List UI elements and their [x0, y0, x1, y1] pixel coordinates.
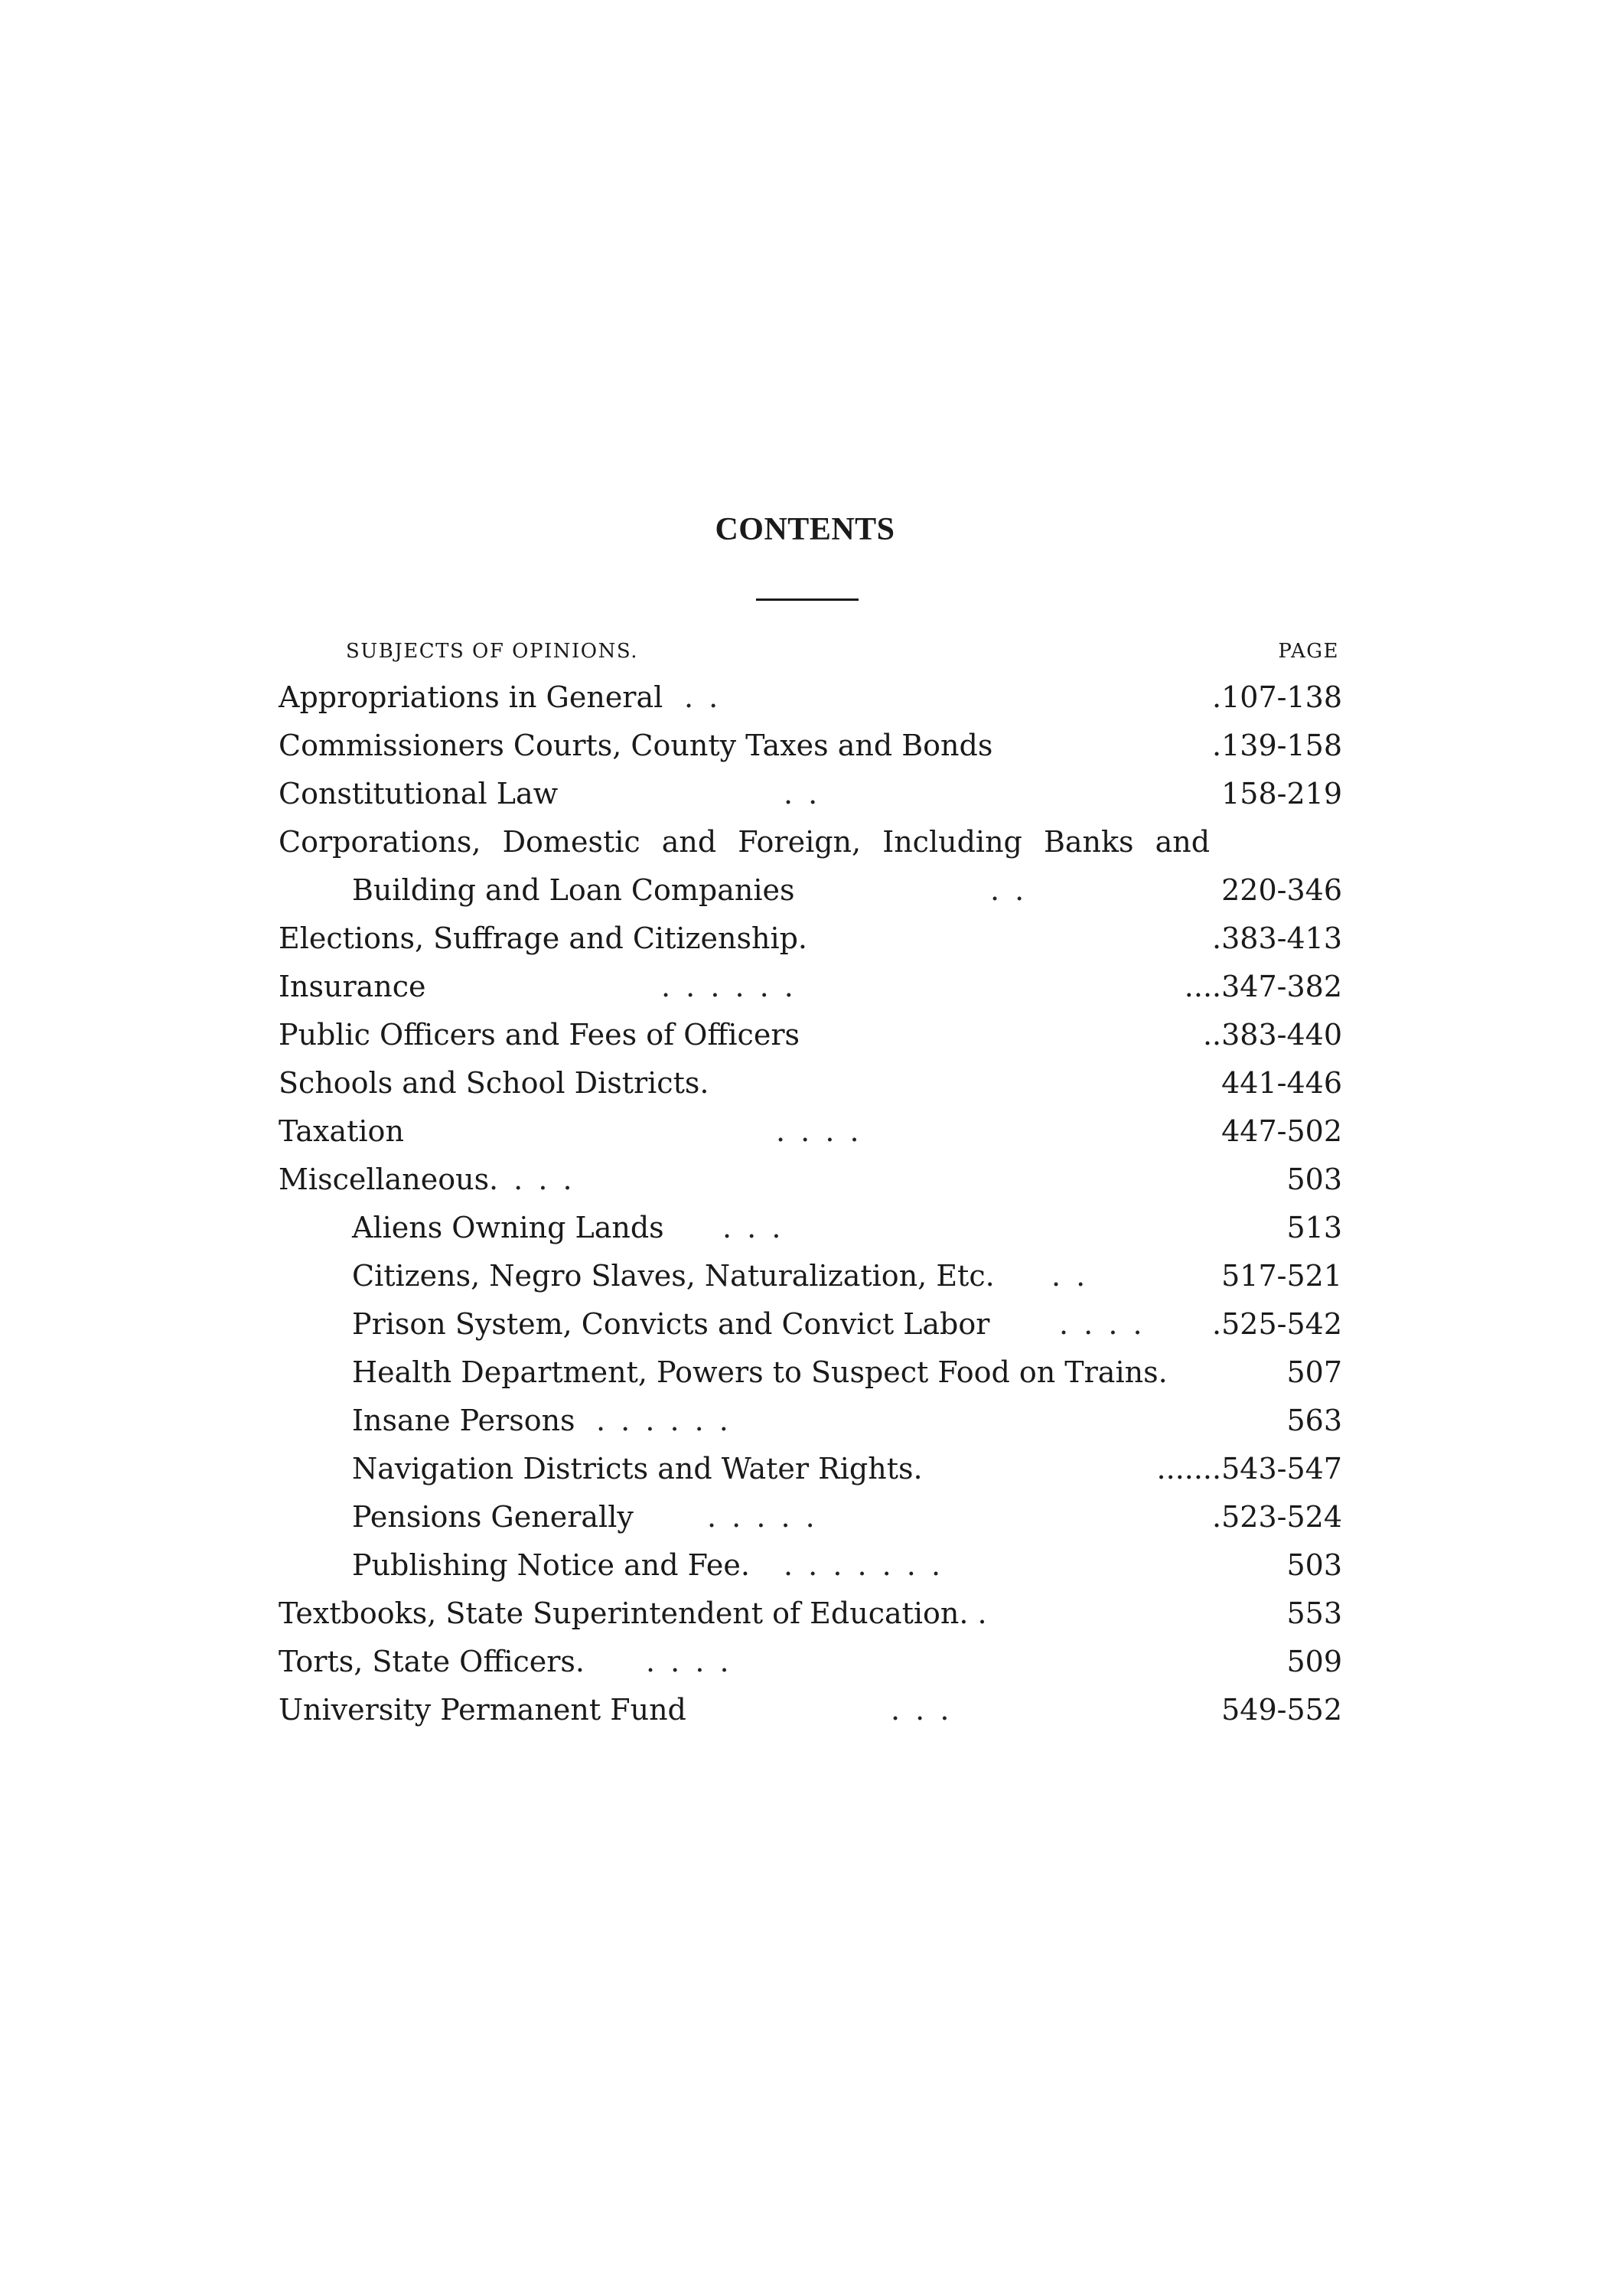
toc-page-number: .383-413: [1212, 921, 1342, 955]
title-rule: [756, 598, 859, 601]
toc-entry: [279, 1011, 1347, 1059]
toc-leader-dots: . . .: [722, 1211, 784, 1244]
toc-page-number: 563: [1286, 1404, 1342, 1437]
toc-entry-label: Pensions Generally: [352, 1500, 634, 1534]
toc-entry-label: Public Officers and Fees of Officers: [279, 1018, 800, 1052]
toc-entry: [279, 1300, 1347, 1349]
toc-page-number: ....347-382: [1184, 970, 1342, 1003]
toc-page-number: .139-158: [1212, 729, 1342, 762]
toc-entry: [279, 1686, 1347, 1734]
contents-list: [279, 673, 1347, 1734]
toc-entry: [279, 1493, 1347, 1541]
toc-entry: [279, 1541, 1347, 1590]
toc-page-number: 158-219: [1221, 777, 1342, 810]
toc-leader-dots: . . . . . .: [596, 1404, 732, 1437]
toc-entry-label: Insane Persons: [352, 1404, 575, 1437]
toc-leader-dots: . . . . . . .: [784, 1548, 944, 1582]
toc-entry: [279, 915, 1347, 963]
toc-entry: [279, 722, 1347, 770]
toc-page-number: 220-346: [1221, 873, 1342, 907]
toc-entry: [279, 673, 1347, 722]
toc-leader-dots: . . . .: [646, 1645, 732, 1678]
toc-entry-label: Miscellaneous: [279, 1163, 490, 1196]
toc-page-number: .525-542: [1212, 1307, 1342, 1341]
toc-page-number: .107-138: [1212, 680, 1342, 714]
toc-leader-dots: . . . .: [489, 1163, 575, 1196]
toc-entry-label: Aliens Owning Lands: [352, 1211, 664, 1244]
toc-entry: [279, 1590, 1347, 1638]
toc-entry: [279, 866, 1347, 915]
toc-entry: [279, 818, 1347, 866]
toc-leader-dots: . . .: [891, 1693, 953, 1727]
toc-entry-label: Navigation Districts and Water Rights.: [352, 1452, 923, 1486]
toc-entry: [279, 1638, 1347, 1686]
toc-entry-label: University Permanent Fund: [279, 1693, 686, 1727]
toc-entry-label: Torts, State Officers.: [279, 1645, 585, 1678]
toc-leader-dots: . .: [990, 873, 1028, 907]
toc-page-number: 549-552: [1221, 1693, 1342, 1727]
toc-page-number: 513: [1286, 1211, 1342, 1244]
toc-leader-dots: . .: [1051, 1259, 1089, 1293]
toc-page-number: 503: [1286, 1163, 1342, 1196]
toc-entry-label: Prison System, Convicts and Convict Labor: [352, 1307, 990, 1341]
toc-page-number: 503: [1286, 1548, 1342, 1582]
toc-page-number: 517-521: [1221, 1259, 1342, 1293]
toc-entry: [279, 1156, 1347, 1204]
toc-entry-label: Textbooks, State Superintendent of Education. .: [279, 1596, 987, 1630]
toc-entry: [279, 1059, 1347, 1107]
toc-page-number: .523-524: [1212, 1500, 1342, 1534]
toc-entry-label: Schools and School Districts.: [279, 1066, 709, 1100]
toc-page-number: 447-502: [1221, 1114, 1342, 1148]
toc-page-number: 441-446: [1221, 1066, 1342, 1100]
toc-entry: [279, 1252, 1347, 1300]
toc-entry: [279, 963, 1347, 1011]
toc-entry-label: Constitutional Law: [279, 777, 559, 810]
toc-page-number: 507: [1286, 1355, 1342, 1389]
toc-entry-label: Taxation: [279, 1114, 404, 1148]
toc-entry-label: Publishing Notice and Fee.: [352, 1548, 750, 1582]
toc-entry-label: Corporations, Domestic and Foreign, Including Banks and: [279, 825, 1211, 859]
toc-entry-label: Building and Loan Companies: [352, 873, 795, 907]
toc-entry-label: Insurance: [279, 970, 426, 1003]
toc-page-number: .......543-547: [1156, 1452, 1342, 1486]
toc-entry: [279, 1397, 1347, 1445]
toc-entry-label: Health Department, Powers to Suspect Food on Trains.: [352, 1355, 1168, 1389]
toc-entry-label: Citizens, Negro Slaves, Naturalization, Etc.: [352, 1259, 995, 1293]
toc-entry-label: Appropriations in General: [279, 680, 663, 714]
toc-entry-label: Elections, Suffrage and Citizenship.: [279, 921, 808, 955]
toc-page-number: ..383-440: [1202, 1018, 1342, 1052]
toc-leader-dots: . . . . .: [707, 1500, 818, 1534]
toc-leader-dots: . . . .: [776, 1114, 862, 1148]
toc-entry: [279, 1107, 1347, 1156]
toc-page-number: 509: [1286, 1645, 1342, 1678]
toc-entry: [279, 770, 1347, 818]
toc-entry: [279, 1204, 1347, 1252]
toc-entry: [279, 1445, 1347, 1493]
page-title: CONTENTS: [715, 512, 895, 547]
toc-leader-dots: . .: [784, 777, 821, 810]
page-header: PAGE: [1278, 640, 1339, 663]
subjects-header: SUBJECTS OF OPINIONS.: [346, 640, 638, 663]
toc-leader-dots: . . . .: [1059, 1307, 1146, 1341]
toc-entry-label: Commissioners Courts, County Taxes and Bonds: [279, 729, 993, 762]
toc-entry: [279, 1349, 1347, 1397]
toc-leader-dots: . .: [684, 680, 722, 714]
toc-page-number: 553: [1286, 1596, 1342, 1630]
toc-leader-dots: . . . . . .: [661, 970, 797, 1003]
